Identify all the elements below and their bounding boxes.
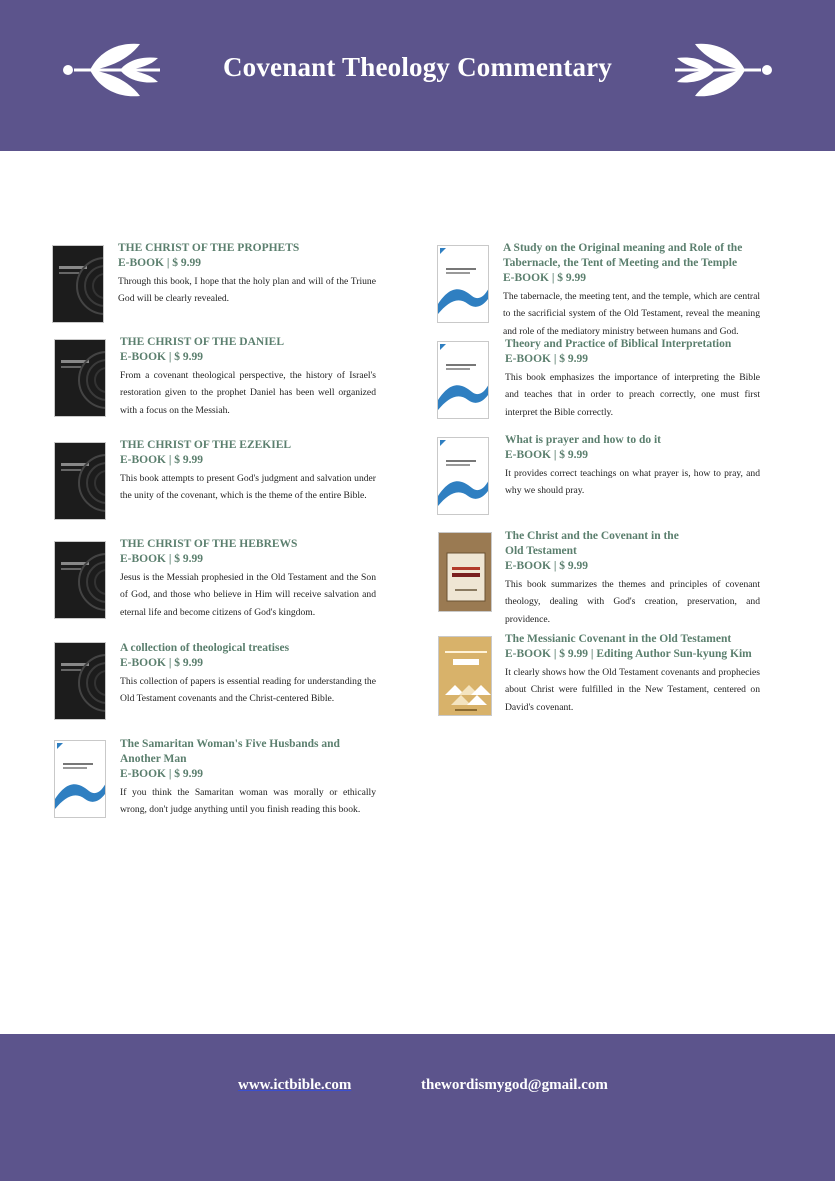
book-cover[interactable] <box>438 532 492 612</box>
book-cover[interactable] <box>52 245 104 323</box>
book-cover[interactable] <box>438 636 492 716</box>
book-entry[interactable] <box>120 537 376 621</box>
website-link[interactable]: www.ictbible.com <box>238 1077 352 1093</box>
book-description: This collection of papers is essential reading for understanding the Old Testament covenants and the Christ-centered Bible. <box>120 676 376 705</box>
book-description: This book attempts to present God's judgment and salvation under the unity of the covenant, which is the theme of the entire Bible. <box>120 473 376 502</box>
book-entry[interactable] <box>120 737 376 819</box>
book-price: E-BOOK | $ 9.99 <box>503 272 587 284</box>
book-entry[interactable] <box>120 641 376 708</box>
book-description: If you think the Samaritan woman was morally or ethically wrong, don't judge anything until you finish reading this book. <box>120 787 376 816</box>
email-address[interactable]: thewordismygod@gmail.com <box>421 1077 608 1093</box>
book-price: E-BOOK | $ 9.99 <box>120 768 204 780</box>
book-cover[interactable] <box>54 442 106 520</box>
book-description: This book summarizes the themes and principles of covenant theology, dealing with God's creation, preservation, and providence. <box>505 579 760 625</box>
book-title: THE CHRIST OF THE EZEKIEL <box>120 439 292 451</box>
book-title: The Messianic Covenant in the Old Testament <box>505 633 732 645</box>
book-title: Theory and Practice of Biblical Interpretation <box>505 338 732 350</box>
book-price: E-BOOK | $ 9.99 <box>505 353 589 365</box>
book-entry[interactable] <box>505 529 760 628</box>
book-title: The Samaritan Woman's Five Husbands and Another Man <box>120 738 340 765</box>
book-price: E-BOOK | $ 9.99 <box>505 560 589 572</box>
book-description: This book emphasizes the importance of interpreting the Bible and teaches that in order to preach correctly, one must first interpret the Bible correctly. <box>505 372 760 418</box>
book-description: Jesus is the Messiah prophesied in the Old Testament and the Son of God, and those who believe in Him will receive salvation and eternal life and become citizens of God's kingdom. <box>120 572 376 618</box>
book-cover[interactable] <box>437 341 489 419</box>
book-cover[interactable] <box>437 437 489 515</box>
book-title: A Study on the Original meaning and Role of the Tabernacle, the Tent of Meeting and the Temple <box>503 242 743 269</box>
book-price: E-BOOK | $ 9.99 <box>120 454 204 466</box>
book-entry[interactable] <box>118 241 376 308</box>
book-price: E-BOOK | $ 9.99 <box>118 257 202 269</box>
book-cover[interactable] <box>54 339 106 417</box>
book-entry[interactable] <box>505 337 760 421</box>
book-cover[interactable] <box>54 642 106 720</box>
book-title: THE CHRIST OF THE DANIEL <box>120 336 285 348</box>
book-title: The Christ and the Covenant in the Old Testament <box>505 530 679 557</box>
leaf-flourish-icon <box>665 40 775 100</box>
book-entry[interactable] <box>503 241 760 340</box>
header-band <box>0 0 835 151</box>
book-entry[interactable] <box>120 438 376 505</box>
book-price: E-BOOK | $ 9.99 | Editing Author Sun-kyung Kim <box>505 648 752 660</box>
book-price: E-BOOK | $ 9.99 <box>120 351 204 363</box>
book-description: The tabernacle, the meeting tent, and the temple, which are central to the sacrificial system of the Old Testament, reveal the meaning and role of the mediatory ministry between humans and God. <box>503 291 760 337</box>
book-description: It clearly shows how the Old Testament covenants and prophecies about Christ were fulfilled in the New Testament, centered on David's covenant. <box>505 667 760 713</box>
page-title: Covenant Theology Commentary <box>222 52 613 82</box>
book-cover[interactable] <box>437 245 489 323</box>
book-title: A collection of theological treatises <box>120 642 290 654</box>
book-description: Through this book, I hope that the holy plan and will of the Triune God will be clearly revealed. <box>118 276 376 305</box>
book-description: It provides correct teachings on what prayer is, how to pray, and why we should pray. <box>505 468 760 497</box>
book-title: What is prayer and how to do it <box>505 434 662 446</box>
book-price: E-BOOK | $ 9.99 <box>120 553 204 565</box>
book-entry[interactable] <box>505 632 760 716</box>
footer-band <box>0 1034 835 1181</box>
book-cover[interactable] <box>54 541 106 619</box>
book-description: From a covenant theological perspective, the history of Israel's restoration given to the prophet Daniel has been well organized with a focus on the Messiah. <box>120 370 376 416</box>
book-entry[interactable] <box>120 335 376 419</box>
book-cover[interactable] <box>54 740 106 818</box>
book-price: E-BOOK | $ 9.99 <box>120 657 204 669</box>
book-title: THE CHRIST OF THE HEBREWS <box>120 538 298 550</box>
book-entry[interactable] <box>505 433 760 500</box>
book-title: THE CHRIST OF THE PROPHETS <box>118 242 300 254</box>
book-price: E-BOOK | $ 9.99 <box>505 449 589 461</box>
